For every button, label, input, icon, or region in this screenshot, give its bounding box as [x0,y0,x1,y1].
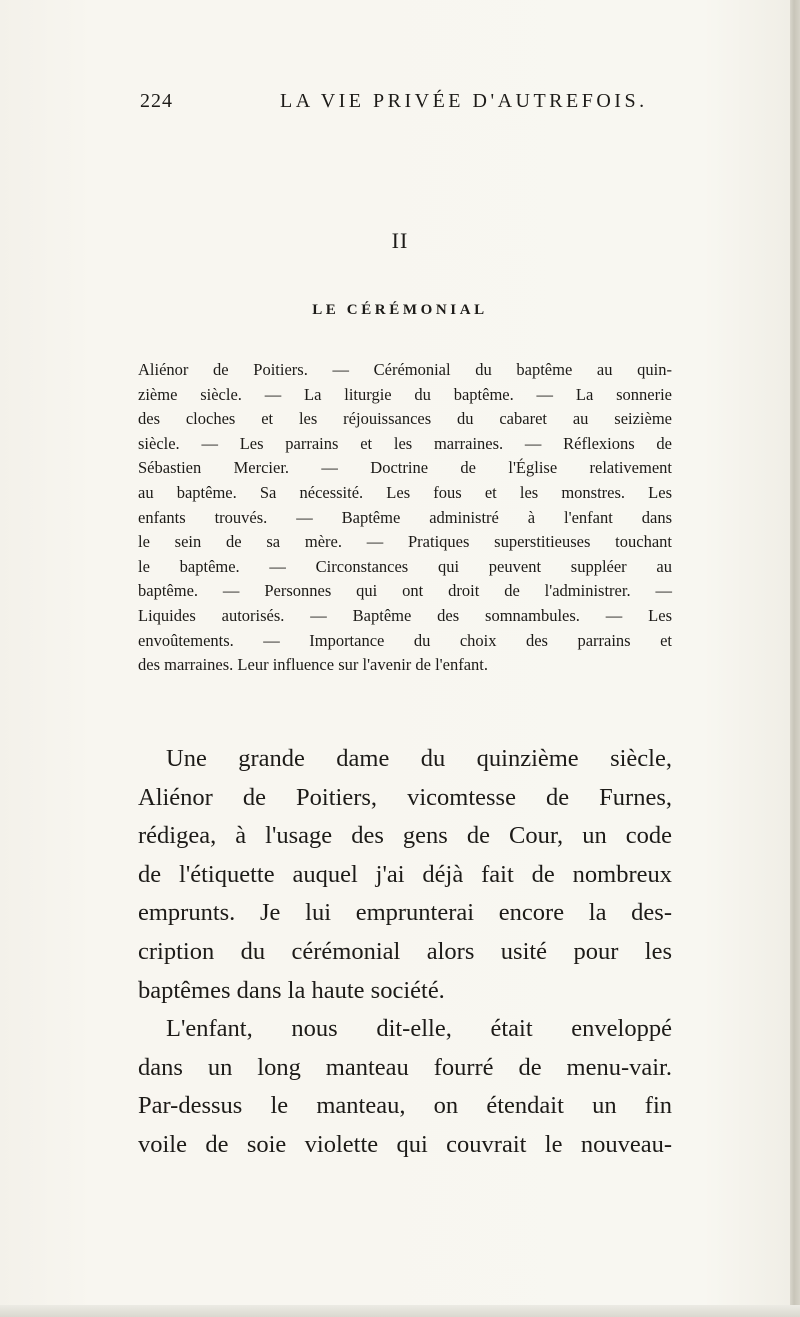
page-bottom-edge [0,1305,800,1317]
body-line: Par-dessus le manteau, on étendait un fin [138,1092,672,1120]
chapter-number: II [391,228,409,253]
body-line: emprunts. Je lui emprunterai encore la des- [138,899,672,927]
body-line: Aliénor de Poitiers, vicomtesse de Furnes, [138,783,672,811]
body-line: de l'étiquette auquel j'ai déjà fait de nombreux [138,860,672,888]
summary-line: des marraines. Leur influence sur l'avenir de l'enfant. [138,655,489,675]
page-number: 224 [140,90,173,112]
summary-line: envoûtements. — Importance du choix des parrains et [138,630,672,650]
body-line: voile de soie violette qui couvrait le nouveau- [138,1130,672,1158]
summary-line: Aliénor de Poitiers. — Cérémonial du baptême au quin- [138,360,672,379]
body-line: cription du cérémonial alors usité pour les [138,937,672,965]
body-line: dans un long manteau fourré de menu-vair. [138,1053,672,1081]
body-line: baptêmes dans la haute société. [138,976,445,1004]
summary-line: enfants trouvés. — Baptême administré à l'enfant dans [138,507,672,527]
paragraph [138,1010,672,1164]
summary-line: des cloches et les réjouissances du cabaret au seizième [138,409,672,429]
body-line: rédigea, à l'usage des gens de Cour, un code [138,822,672,850]
chapter-title: LE CÉRÉMONIAL [312,302,488,318]
body-line: Une grande dame du quinzième siècle, [166,745,672,772]
summary-line: le baptême. — Circonstances qui peuvent suppléer au [138,556,672,576]
running-title: LA VIE PRIVÉE D'AUTREFOIS. [280,90,648,112]
page-edge-shadow [790,0,800,1317]
summary-line: zième siècle. — La liturgie du baptême. — La sonnerie [138,384,672,404]
paragraph [138,740,672,1010]
chapter-summary [138,358,672,678]
body-text [138,740,672,1165]
summary-line: au baptême. Sa nécessité. Les fous et les monstres. Les [138,482,672,502]
summary-line: siècle. — Les parrains et les marraines. — Réflexions de [138,433,672,453]
summary-line: baptême. — Personnes qui ont droit de l'administrer. — [138,581,672,601]
summary-line: Liquides autorisés. — Baptême des somnambules. — Les [138,605,672,625]
summary-line: Sébastien Mercier. — Doctrine de l'Église relativement [138,458,672,478]
running-header [140,90,660,120]
body-line: L'enfant, nous dit-elle, était enveloppé [166,1015,672,1043]
summary-line: le sein de sa mère. — Pratiques superstitieuses touchant [138,532,672,552]
